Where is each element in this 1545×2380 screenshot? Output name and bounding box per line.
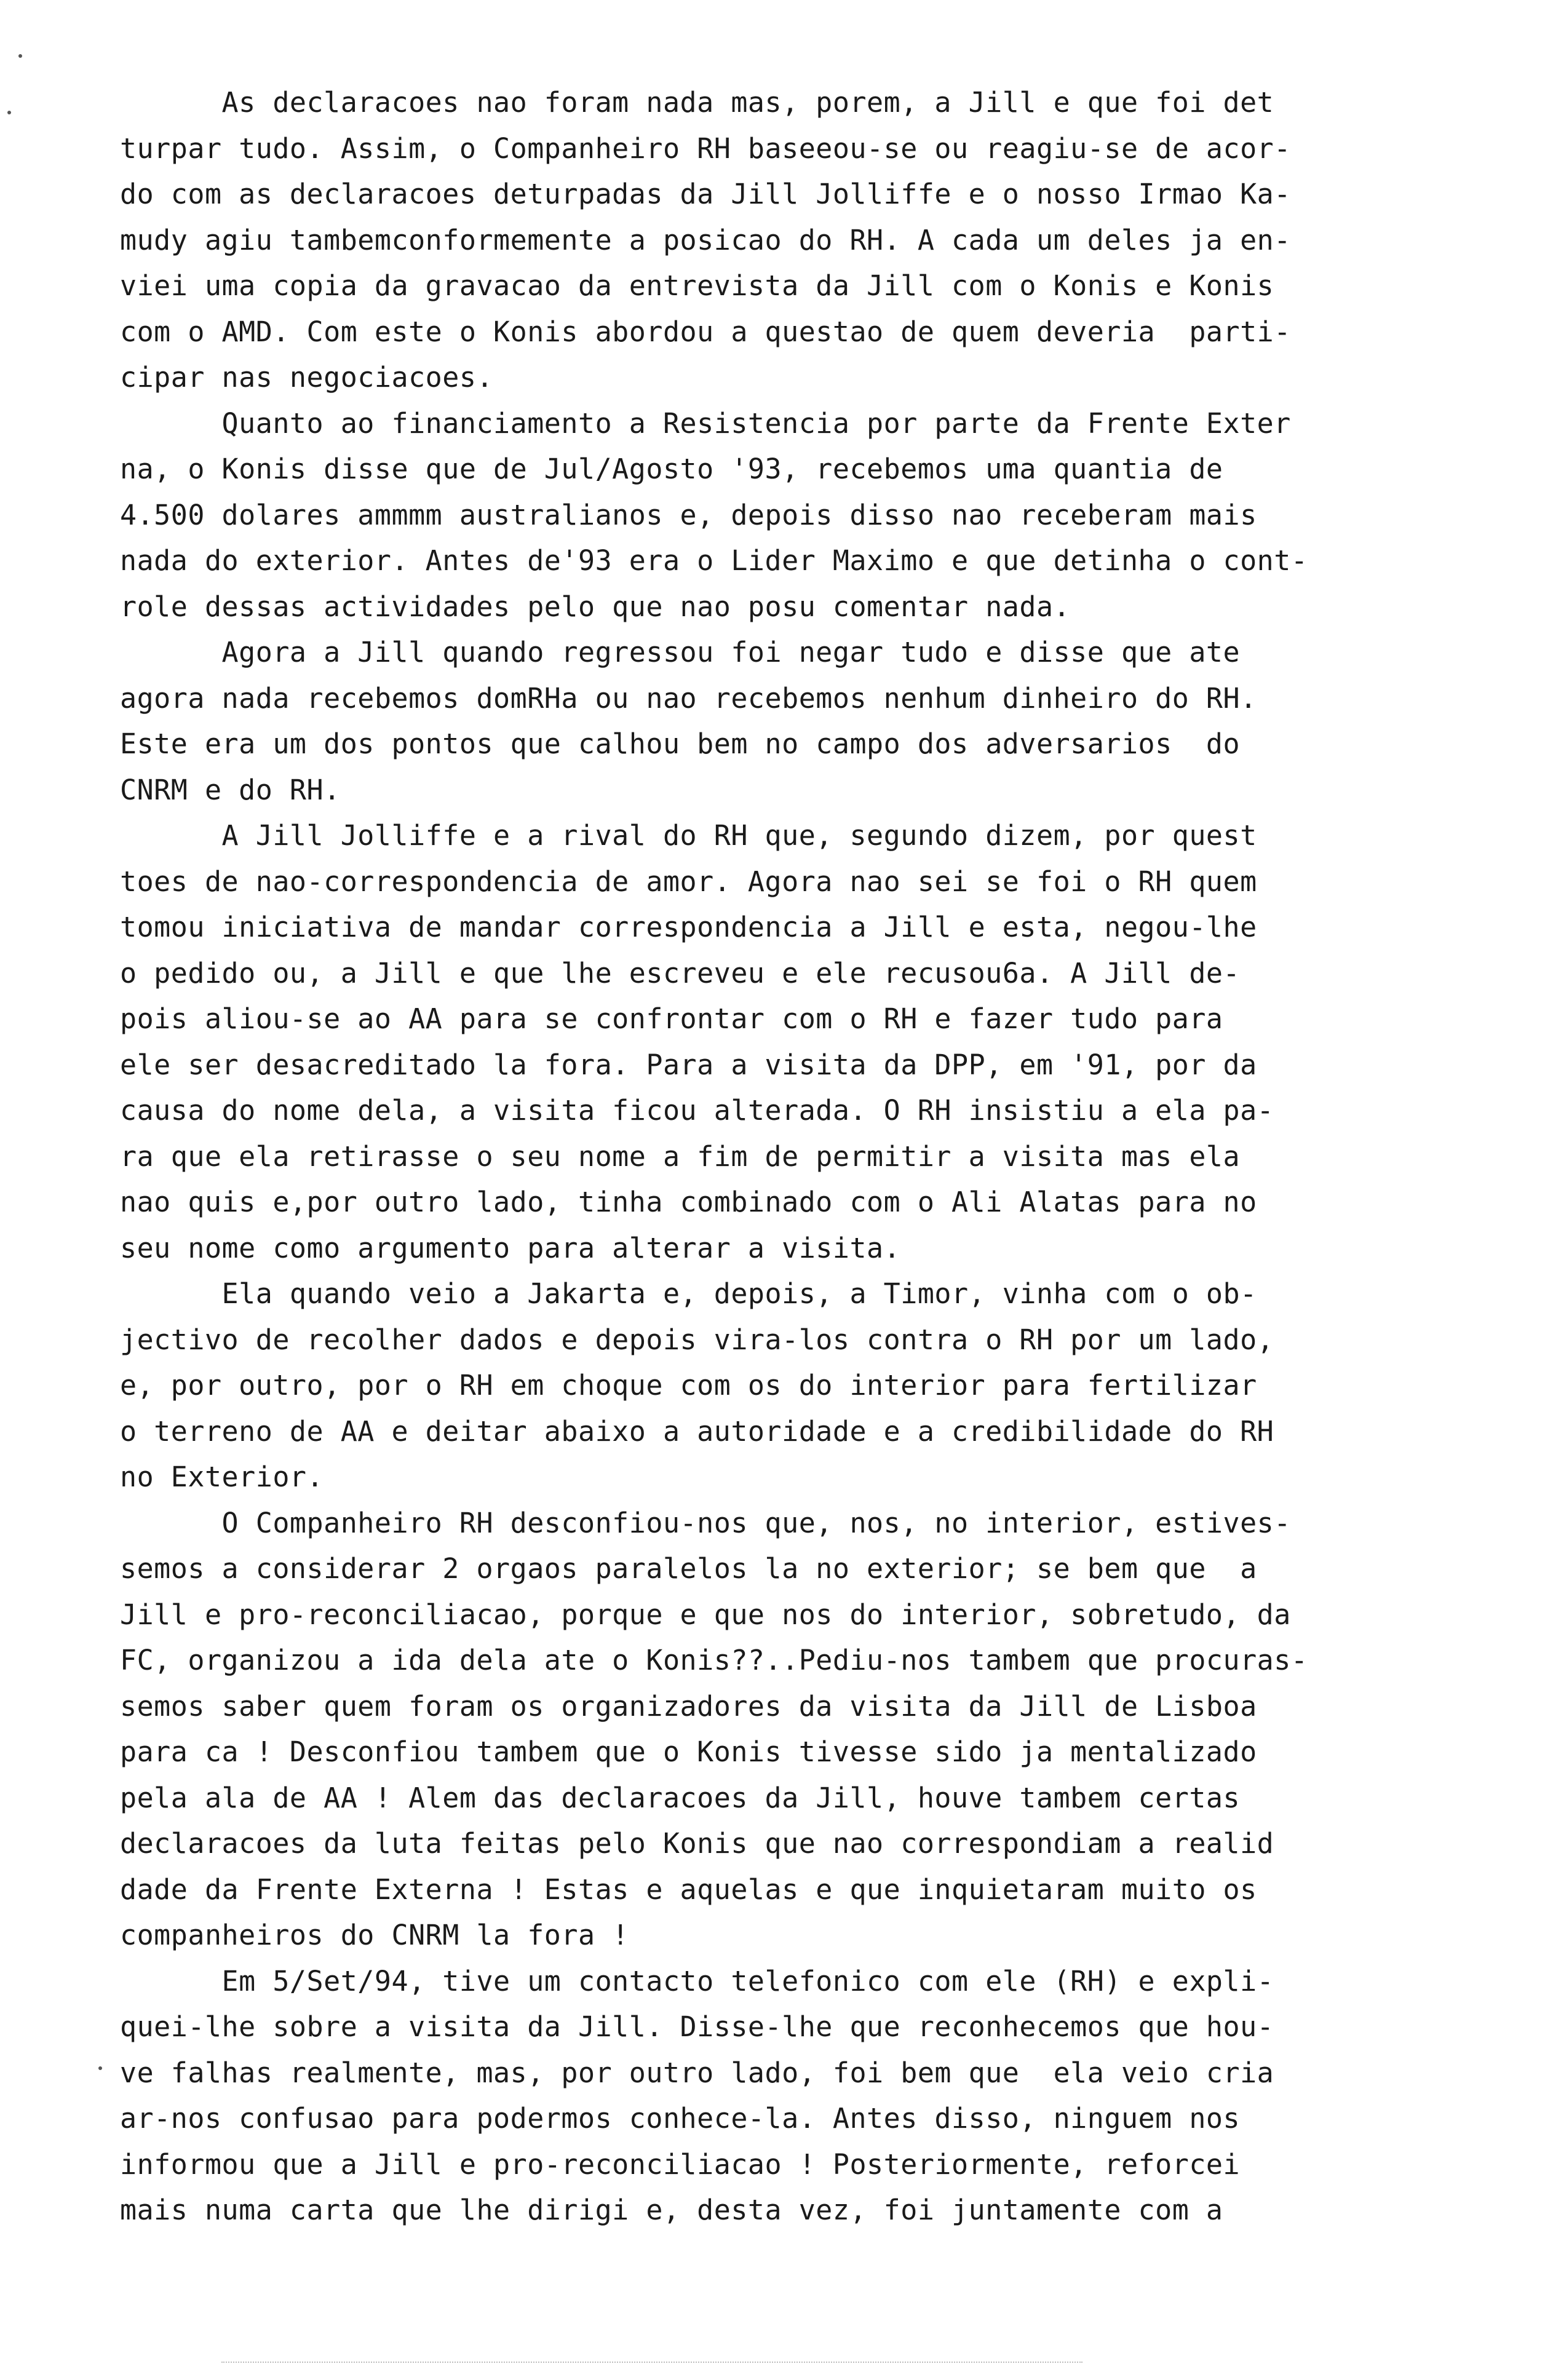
text-line: Quanto ao financiamento a Resistencia por parte da Frente Exter (120, 407, 1291, 440)
text-line: informou que a Jill e pro-reconciliacao ! Posteriormente, reforcei (120, 2148, 1241, 2181)
text-line: ar-nos confusao para podermos conhece-la. Antes disso, ninguem nos (120, 2102, 1241, 2135)
text-line: A Jill Jolliffe e a rival do RH que, segundo dizem, por quest (120, 819, 1257, 852)
paragraph (120, 630, 1424, 813)
text-line: turpar tudo. Assim, o Companheiro RH baseeou-se ou reagiu-se de acor- (120, 132, 1291, 165)
bottom-rule (221, 2362, 1082, 2363)
text-line: jectivo de recolher dados e depois vira-los contra o RH por um lado, (120, 1323, 1274, 1356)
text-line: mais numa carta que lhe dirigi e, desta vez, foi juntamente com a (120, 2194, 1223, 2226)
text-line: Agora a Jill quando regressou foi negar tudo e disse que ate (120, 636, 1241, 668)
text-line: cipar nas negociacoes. (120, 361, 494, 394)
text-line: declaracoes da luta feitas pelo Konis que nao correspondiam a realid (120, 1827, 1274, 1860)
text-line: quei-lhe sobre a visita da Jill. Disse-lhe que reconhecemos que hou- (120, 2010, 1274, 2043)
typewritten-text (120, 80, 1424, 2234)
text-line: O Companheiro RH desconfiou-nos que, nos, no interior, estives- (120, 1506, 1291, 1539)
text-line: pela ala de AA ! Alem das declaracoes da Jill, houve tambem certas (120, 1781, 1241, 1814)
text-line: Este era um dos pontos que calhou bem no campo dos adversarios do (120, 728, 1241, 760)
margin-mark (7, 111, 11, 114)
text-line: pois aliou-se ao AA para se confrontar com o RH e fazer tudo para (120, 1002, 1223, 1035)
text-line: mudy agiu tambemconformemente a posicao do RH. A cada um deles ja en- (120, 223, 1291, 256)
text-line: do com as declaracoes deturpadas da Jill Jolliffe e o nosso Irmao Ka- (120, 178, 1291, 210)
text-line: tomou iniciativa de mandar correspondencia a Jill e esta, negou-lhe (120, 911, 1257, 943)
text-line: para ca ! Desconfiou tambem que o Konis tivesse sido ja mentalizado (120, 1735, 1257, 1768)
paragraph (120, 401, 1424, 630)
text-line: 4.500 dolares ammmm australianos e, depois disso nao receberam mais (120, 498, 1257, 531)
text-line: causa do nome dela, a visita ficou alterada. O RH insistiu a ela pa- (120, 1094, 1274, 1127)
text-line: semos a considerar 2 orgaos paralelos la no exterior; se bem que a (120, 1552, 1257, 1585)
text-line: seu nome como argumento para alterar a visita. (120, 1231, 901, 1264)
text-line: nada do exterior. Antes de'93 era o Lider Maximo e que detinha o cont- (120, 544, 1308, 577)
text-line: o pedido ou, a Jill e que lhe escreveu e ele recusou6a. A Jill de- (120, 956, 1241, 990)
text-line: na, o Konis disse que de Jul/Agosto '93, recebemos uma quantia de (120, 453, 1223, 485)
text-line: com o AMD. Com este o Konis abordou a questao de quem deveria parti- (120, 315, 1291, 348)
text-line: CNRM e do RH. (120, 773, 341, 806)
text-line: agora nada recebemos domRHa ou nao recebemos nenhum dinheiro do RH. (120, 681, 1257, 715)
paragraph (120, 1501, 1424, 1959)
text-line: semos saber quem foram os organizadores da visita da Jill de Lisboa (120, 1689, 1257, 1723)
text-line: Ela quando veio a Jakarta e, depois, a Timor, vinha com o ob- (120, 1277, 1257, 1310)
text-line: As declaracoes nao foram nada mas, porem, a Jill e que foi det (120, 86, 1274, 119)
paragraph (120, 1271, 1424, 1501)
text-line: no Exterior. (120, 1461, 324, 1493)
margin-mark (98, 2066, 102, 2070)
text-line: viei uma copia da gravacao da entrevista da Jill com o Konis e Konis (120, 269, 1274, 302)
text-line: Em 5/Set/94, tive um contacto telefonico com ele (RH) e expli- (120, 1964, 1274, 1997)
text-line: ve falhas realmente, mas, por outro lado, foi bem que ela veio cria (120, 2056, 1274, 2089)
text-line: dade da Frente Externa ! Estas e aquelas e que inquietaram muito os (120, 1873, 1257, 1906)
text-line: nao quis e,por outro lado, tinha combinado com o Ali Alatas para no (120, 1186, 1257, 1218)
text-line: companheiros do CNRM la fora ! (120, 1919, 629, 1951)
text-line: ra que ela retirasse o seu nome a fim de permitir a visita mas ela (120, 1140, 1241, 1173)
paragraph (120, 1959, 1424, 2234)
text-line: ele ser desacreditado la fora. Para a visita da DPP, em '91, por da (120, 1048, 1257, 1081)
text-line: e, por outro, por o RH em choque com os do interior para fertilizar (120, 1369, 1257, 1402)
paragraph (120, 813, 1424, 1271)
paragraph (120, 80, 1424, 401)
text-line: o terreno de AA e deitar abaixo a autoridade e a credibilidade do RH (120, 1414, 1274, 1448)
text-line: role dessas actividades pelo que nao posu comentar nada. (120, 590, 1071, 623)
text-line: Jill e pro-reconciliacao, porque e que nos do interior, sobretudo, da (120, 1598, 1291, 1631)
text-line: FC, organizou a ida dela ate o Konis??..Pediu-nos tambem que procuras- (120, 1644, 1308, 1676)
margin-mark (18, 54, 22, 58)
text-line: toes de nao-correspondencia de amor. Agora nao sei se foi o RH quem (120, 865, 1257, 898)
